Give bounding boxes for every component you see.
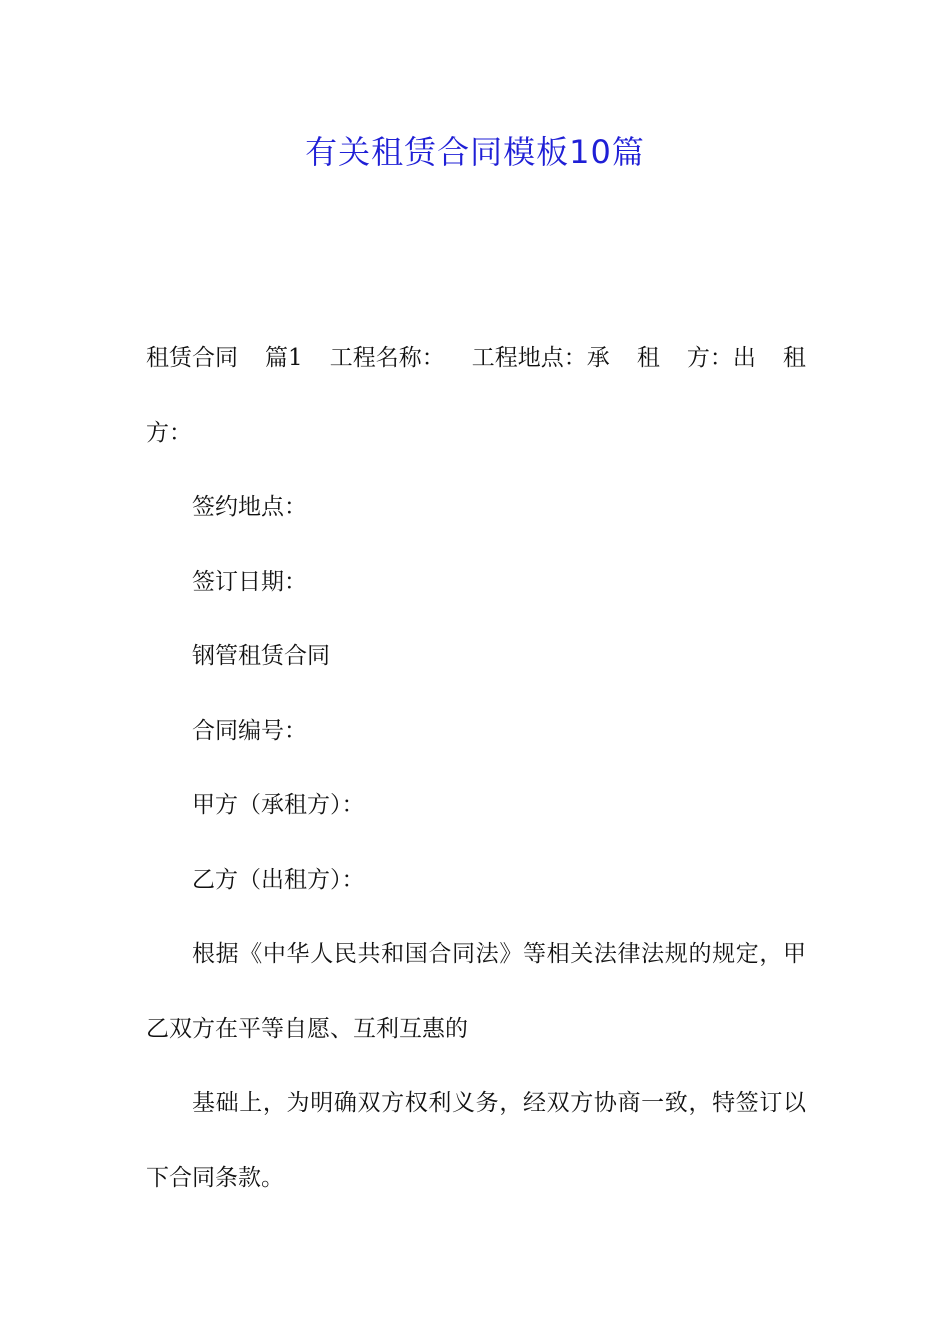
agreement-basis-paragraph: 基础上，为明确双方权利义务，经双方协商一致，特签订以下合同条款。 bbox=[146, 1090, 806, 1191]
contract-subtitle: 钢管租赁合同 bbox=[192, 643, 330, 669]
document-body bbox=[146, 321, 806, 1215]
header-project-location-label: 工程地点：承 bbox=[471, 345, 610, 371]
header-section-number: 篇1 bbox=[265, 345, 303, 371]
legal-basis-paragraph: 根据《中华人民共和国合同法》等相关法律法规的规定，甲乙双方在平等自愿、互利互惠的 bbox=[146, 941, 806, 1042]
party-a: 甲方（承租方）： bbox=[192, 792, 365, 818]
document-title: 有关租赁合同模板10篇 bbox=[305, 133, 645, 171]
header-line-continuation: 方： bbox=[146, 419, 192, 446]
header-contract-label: 租赁合同 bbox=[146, 345, 238, 371]
header-project-name-label: 工程名称： bbox=[329, 345, 445, 371]
signing-place: 签约地点： bbox=[192, 494, 307, 520]
header-lessor-char: 租 bbox=[782, 345, 806, 371]
contract-number: 合同编号： bbox=[192, 717, 307, 744]
contract-header-line bbox=[146, 321, 806, 396]
party-b: 乙方（出租方）： bbox=[192, 866, 365, 893]
signing-date: 签订日期： bbox=[192, 568, 307, 595]
header-lessor-label: 方：出 bbox=[686, 345, 756, 371]
header-lessee-char: 租 bbox=[636, 345, 660, 371]
